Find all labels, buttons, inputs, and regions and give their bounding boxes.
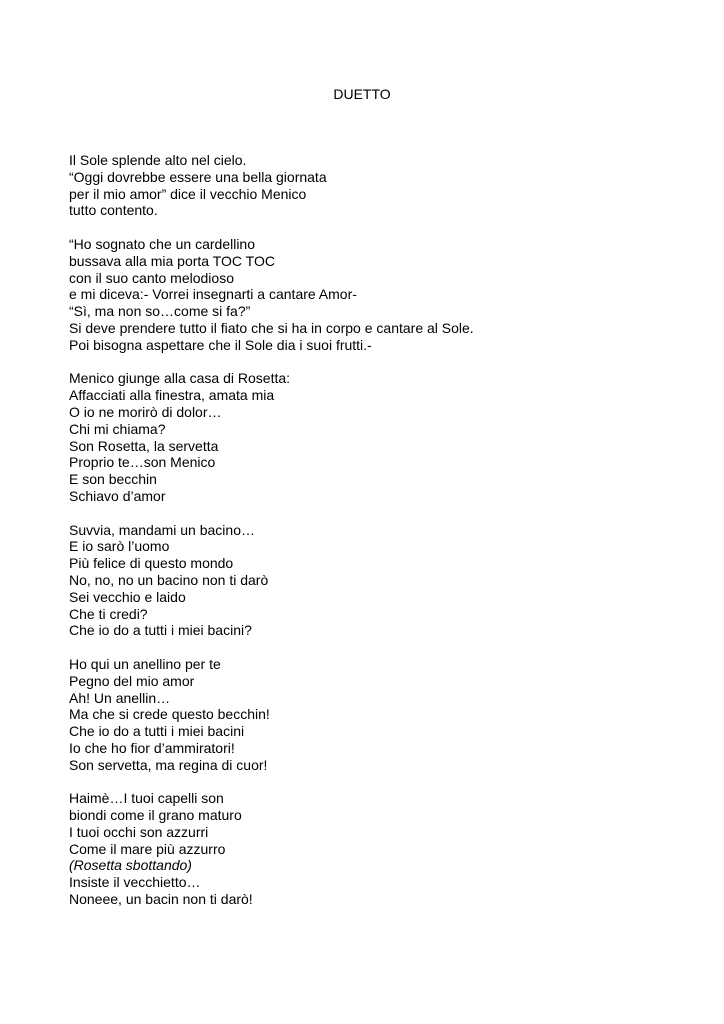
poem-body	[69, 152, 669, 925]
poem-line: Come il mare più azzurro	[69, 840, 226, 857]
poem-line: Ma che si crede questo becchin!	[69, 706, 270, 723]
poem-line: Io che ho fior d’ammiratori!	[69, 739, 235, 756]
poem-line: Pegno del mio amor	[69, 672, 195, 689]
poem-line: Son Rosetta, la servetta	[69, 437, 219, 454]
poem-line: Affacciati alla finestra, amata mia	[69, 387, 275, 404]
poem-line: biondi come il grano maturo	[69, 807, 242, 824]
poem-line: Suvvia, mandami un bacino…	[69, 521, 255, 538]
poem-line: per il mio amor” dice il vecchio Menico	[69, 185, 307, 202]
poem-line: “Oggi dovrebbe essere una bella giornata	[69, 168, 327, 185]
poem-line: Insiste il vecchietto…	[69, 874, 201, 891]
poem-line: Chi mi chiama?	[69, 420, 166, 437]
stanza	[69, 370, 669, 504]
poem-line: bussava alla mia porta TOC TOC	[69, 252, 275, 269]
poem-line: E son becchin	[69, 471, 157, 488]
stanza	[69, 522, 669, 640]
poem-line: Che ti credi?	[69, 605, 148, 622]
document-title: DUETTO	[333, 86, 391, 102]
poem-line: “Sì, ma non so…come si fa?”	[69, 303, 251, 320]
poem-line: “Ho sognato che un cardellino	[69, 235, 256, 252]
poem-line: e mi diceva:- Vorrei insegnarti a cantare Amor-	[69, 286, 357, 303]
poem-line: No, no, no un bacino non ti darò	[69, 571, 269, 588]
poem-line: Poi bisogna aspettare che il Sole dia i suoi frutti.-	[69, 336, 372, 353]
poem-line: E io sarò l’uomo	[69, 538, 170, 555]
poem-line: Son servetta, ma regina di cuor!	[69, 756, 268, 773]
poem-line: I tuoi occhi son azzurri	[69, 823, 209, 840]
poem-line: Ah! Un anellin…	[69, 689, 171, 706]
poem-line: O io ne morirò di dolor…	[69, 403, 222, 420]
poem-line: Proprio te…son Menico	[69, 454, 216, 471]
poem-line: Menico giunge alla casa di Rosetta:	[69, 370, 291, 387]
poem-line: Che io do a tutti i miei bacini	[69, 723, 245, 740]
poem-line: Haimè…I tuoi capelli son	[69, 790, 224, 807]
poem-line: con il suo canto melodioso	[69, 269, 234, 286]
stanza	[69, 236, 669, 354]
poem-line: Che io do a tutti i miei bacini?	[69, 622, 252, 639]
poem-line: Noneee, un bacin non ti darò!	[69, 891, 253, 908]
poem-line: Ho qui un anellino per te	[69, 655, 221, 672]
stanza	[69, 152, 669, 219]
poem-line: Si deve prendere tutto il fiato che si ha in corpo e cantare al Sole.	[69, 319, 474, 336]
poem-line: Sei vecchio e laido	[69, 588, 186, 605]
poem-line: Il Sole splende alto nel cielo.	[69, 152, 247, 168]
poem-line: Più felice di questo mondo	[69, 555, 234, 572]
stage-direction-line: (Rosetta sbottando)	[69, 857, 192, 874]
poem-line: Schiavo d’amor	[69, 487, 166, 504]
stanza	[69, 656, 669, 774]
poem-line: tutto contento.	[69, 202, 158, 219]
stanza	[69, 790, 669, 908]
